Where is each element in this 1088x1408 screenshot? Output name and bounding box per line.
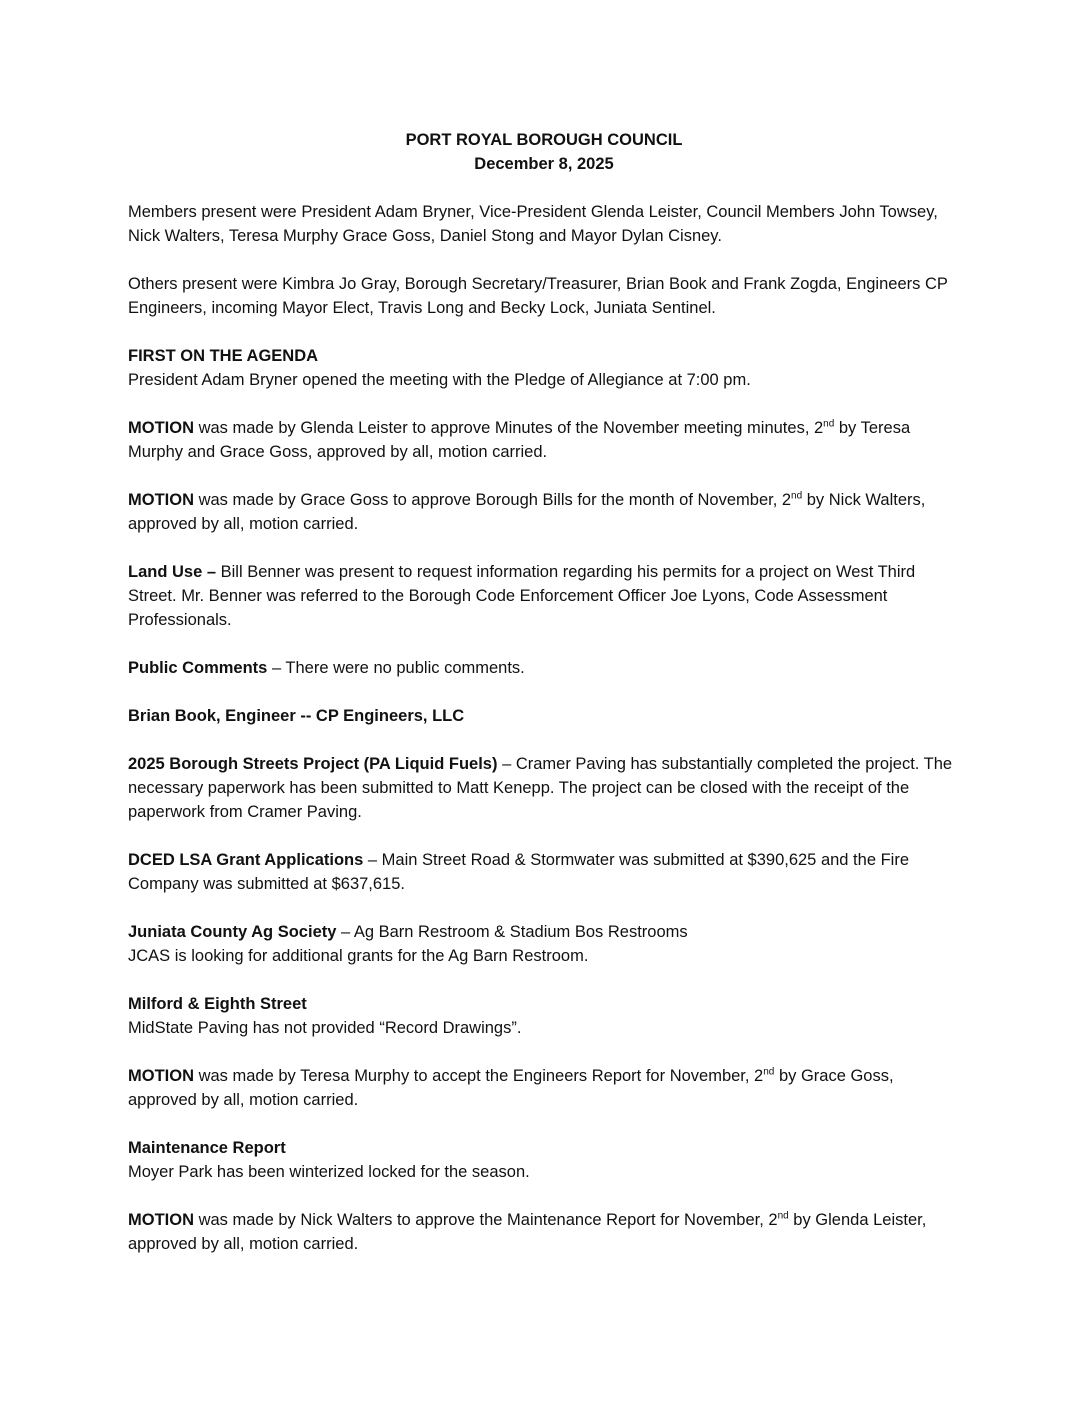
maintenance-heading: Maintenance Report bbox=[128, 1139, 286, 1157]
motion-minutes-paragraph bbox=[128, 416, 960, 464]
motion-label: MOTION bbox=[128, 1067, 194, 1085]
document-title: PORT ROYAL BOROUGH COUNCIL bbox=[405, 131, 683, 149]
motion-text: was made by Nick Walters to approve the Maintenance Report for November, 2 bbox=[194, 1211, 778, 1229]
motion-maintenance-paragraph bbox=[128, 1208, 960, 1256]
public-comments-text: – There were no public comments. bbox=[267, 659, 525, 677]
land-use-label: Land Use – bbox=[128, 563, 217, 581]
dced-grant-label: DCED LSA Grant Applications bbox=[128, 851, 364, 869]
motion-bills-paragraph bbox=[128, 488, 960, 536]
public-comments-paragraph bbox=[128, 656, 960, 680]
ag-society-heading bbox=[128, 923, 688, 941]
ordinal-suffix: nd bbox=[763, 1066, 775, 1078]
maintenance-text: Moyer Park has been winterized locked for the season. bbox=[128, 1163, 530, 1181]
streets-project-text: – Cramer Paving has substantially completed the project. The necessary paperwork has been submitted to Matt Kenepp. The project can be closed with the receipt of the paperwork from Cramer Paving. bbox=[128, 755, 953, 821]
motion-label: MOTION bbox=[128, 1211, 194, 1229]
agenda-section bbox=[128, 344, 960, 392]
land-use-text: Bill Benner was present to request information regarding his permits for a project on West Third Street. Mr. Benner was referred to the Borough Code Enforcement Officer Joe Lyons, Code Assessment Professionals. bbox=[128, 563, 916, 629]
land-use-paragraph bbox=[128, 560, 960, 632]
minutes-body bbox=[128, 128, 960, 1280]
motion-text: by Glenda Leister, approved by all, motion carried. bbox=[128, 1211, 927, 1253]
members-present-paragraph: Members present were President Adam Bryner, Vice-President Glenda Leister, Council Members John Towsey, Nick Walters, Teresa Murphy Grace Goss, Daniel Stong and Mayor Dylan Cisney. bbox=[128, 203, 938, 245]
milford-text: MidState Paving has not provided “Record Drawings”. bbox=[128, 1019, 522, 1037]
agenda-heading: FIRST ON THE AGENDA bbox=[128, 347, 319, 365]
ag-society-text: JCAS is looking for additional grants for the Ag Barn Restroom. bbox=[128, 947, 589, 965]
dced-grant-paragraph bbox=[128, 848, 960, 896]
motion-label: MOTION bbox=[128, 419, 194, 437]
motion-engineers-paragraph bbox=[128, 1064, 960, 1112]
public-comments-label: Public Comments bbox=[128, 659, 268, 677]
ag-society-dash: – Ag Barn Restroom & Stadium Bos Restrooms bbox=[336, 923, 688, 941]
engineer-heading: Brian Book, Engineer -- CP Engineers, LLC bbox=[128, 707, 465, 725]
ordinal-suffix: nd bbox=[823, 418, 835, 430]
streets-project-label: 2025 Borough Streets Project (PA Liquid Fuels) bbox=[128, 755, 498, 773]
milford-heading: Milford & Eighth Street bbox=[128, 995, 307, 1013]
ordinal-suffix: nd bbox=[791, 490, 803, 502]
streets-project-paragraph bbox=[128, 752, 960, 824]
motion-text: by Grace Goss, approved by all, motion carried. bbox=[128, 1067, 894, 1109]
motion-text: by Nick Walters, approved by all, motion carried. bbox=[128, 491, 926, 533]
ordinal-suffix: nd bbox=[777, 1210, 789, 1222]
ag-society-section bbox=[128, 920, 960, 968]
motion-text: was made by Teresa Murphy to accept the Engineers Report for November, 2 bbox=[194, 1067, 764, 1085]
motion-text: was made by Glenda Leister to approve Minutes of the November meeting minutes, 2 bbox=[194, 419, 824, 437]
motion-text: was made by Grace Goss to approve Borough Bills for the month of November, 2 bbox=[194, 491, 792, 509]
maintenance-section bbox=[128, 1136, 960, 1184]
agenda-text: President Adam Bryner opened the meeting with the Pledge of Allegiance at 7:00 pm. bbox=[128, 371, 751, 389]
milford-section bbox=[128, 992, 960, 1040]
motion-text: by Teresa Murphy and Grace Goss, approved by all, motion carried. bbox=[128, 419, 911, 461]
others-present-paragraph: Others present were Kimbra Jo Gray, Borough Secretary/Treasurer, Brian Book and Frank Zogda, Engineers CP Engineers, incoming Mayor Elect, Travis Long and Becky Lock, Juniata Sentinel. bbox=[128, 275, 948, 317]
meeting-date: December 8, 2025 bbox=[474, 155, 614, 173]
document-header bbox=[128, 128, 960, 176]
motion-label: MOTION bbox=[128, 491, 194, 509]
dced-grant-text: – Main Street Road & Stormwater was submitted at $390,625 and the Fire Company was submitted at $637,615. bbox=[128, 851, 909, 893]
ag-society-label: Juniata County Ag Society bbox=[128, 923, 337, 941]
